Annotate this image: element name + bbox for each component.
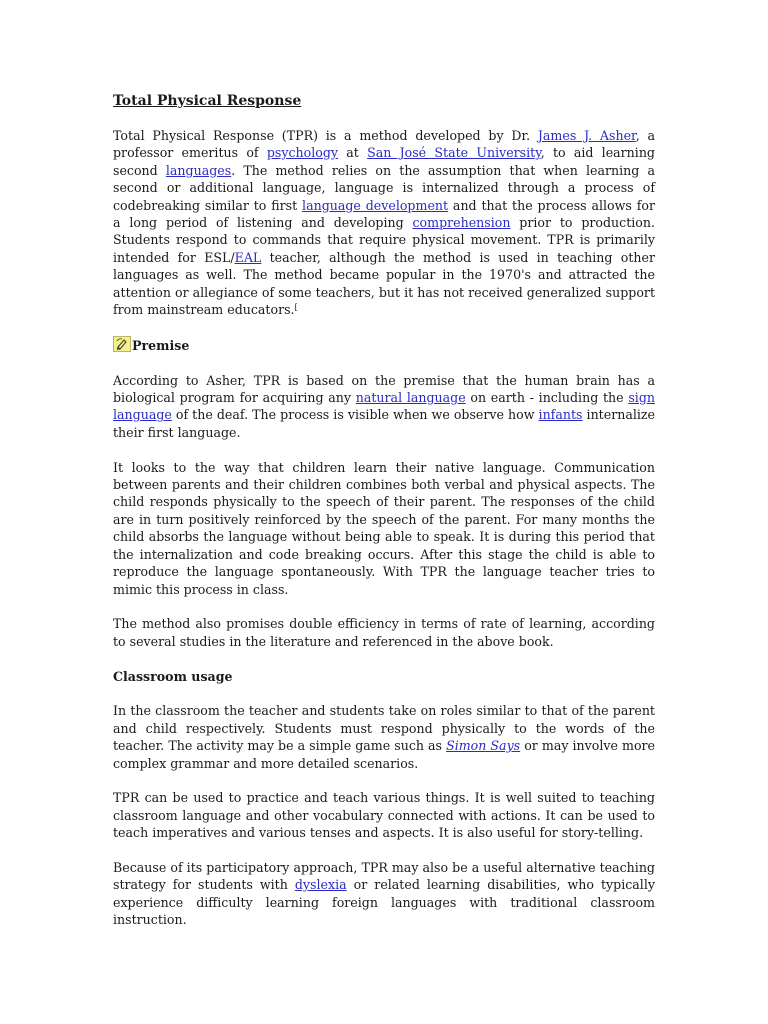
premise-p1-text-2: on earth - including the <box>465 390 629 406</box>
document-page <box>113 92 655 946</box>
link-languages[interactable]: languages <box>165 162 232 178</box>
page-title: Total Physical Response <box>113 93 302 109</box>
intro-text-7: prior to production. Students respond to commands that require physical movement. TPR is primarily intended for ESL/ <box>113 215 655 265</box>
premise-paragraph-2: It looks to the way that children learn their native language. Communication between parents and their children combines both verbal and physical aspects. The child responds physically to the speech of their parent. The responses of the child are in turn positively reinforced by the speech of the parent. For many months the child absorbs the language without being able to speak. It is during this period that the internalization and code breaking occurs. After this stage the child is able to reproduce the language spontaneously. With TPR the language teacher tries to mimic this process in class. <box>113 459 655 597</box>
link-james-asher[interactable]: James J. Asher <box>537 128 636 143</box>
classroom-p1-text-1: In the classroom the teacher and students take on roles similar to that of the parent and child respectively. Students must respond physically to the words of the teacher. The activity may be a simple game such as <box>113 703 655 754</box>
premise-heading-label: Premise <box>132 337 190 353</box>
premise-paragraph-1 <box>113 372 655 442</box>
classroom-paragraph-1 <box>113 702 655 772</box>
premise-p1-text-3: of the deaf. The process is visible when we observe how <box>171 407 539 423</box>
link-san-jose-state-university[interactable]: San José State University <box>367 145 541 161</box>
classroom-paragraph-2: TPR can be used to practice and teach various things. It is well suited to teaching classroom language and other vocabulary connected with actions. It can be used to teach imperatives and various tenses and aspects. It is also useful for story-telling. <box>113 790 655 841</box>
intro-text-4: , to aid learning second <box>113 145 655 178</box>
classroom-p1-text-2: or may involve more complex grammar and more detailed scenarios. <box>113 738 656 771</box>
section-heading-classroom-usage: Classroom usage <box>113 668 233 684</box>
link-infants[interactable]: infants <box>538 407 583 423</box>
section-heading-premise <box>113 336 655 354</box>
link-psychology[interactable]: psychology <box>266 145 339 161</box>
premise-p1-text-4: internalize their first language. <box>113 407 655 440</box>
premise-paragraph-3: The method also promises double efficiency in terms of rate of learning, according to several studies in the literature and referenced in the above book. <box>113 616 655 649</box>
link-dyslexia[interactable]: dyslexia <box>294 877 347 893</box>
intro-paragraph <box>113 127 655 318</box>
premise-p1-text-1: According to Asher, TPR is based on the premise that the human brain has a biological program for acquiring any <box>113 372 655 406</box>
intro-text-6: and that the process allows for a long period of listening and developing <box>113 197 655 231</box>
classroom-paragraph-3 <box>113 859 655 929</box>
link-eal[interactable]: EAL <box>234 249 262 265</box>
edit-pencil-icon[interactable] <box>113 336 131 352</box>
intro-text-5: . The method relies on the assumption that when learning a second or additional language, language is internalized through a process of codebreaking similar to first <box>113 162 655 213</box>
classroom-p3-text-2: or related learning disabilities, who typically experience difficulty learning foreign languages with traditional classroom instruction. <box>113 877 655 928</box>
intro-text-8: teacher, although the method is used in teaching other languages as well. The method became popular in the 1970's and attracted the attention or allegiance of some teachers, but it has not received generalized support from mainstream educators. <box>113 249 655 318</box>
link-comprehension[interactable]: comprehension <box>412 215 511 231</box>
link-natural-language[interactable]: natural language <box>355 390 466 406</box>
intro-text-1: Total Physical Response (TPR) is a method developed by Dr. <box>113 128 538 143</box>
classroom-p3-text-1: Because of its participatory approach, TPR may also be a useful alternative teaching strategy for students with <box>113 859 655 893</box>
link-sign-language[interactable]: sign language <box>113 390 655 423</box>
reference-mark[interactable]: [ <box>294 303 298 313</box>
intro-text-3: at <box>338 145 368 161</box>
link-simon-says[interactable]: Simon Says <box>446 738 521 754</box>
intro-text-2: , a professor emeritus of <box>113 128 655 161</box>
link-language-development[interactable]: language development <box>302 197 449 213</box>
